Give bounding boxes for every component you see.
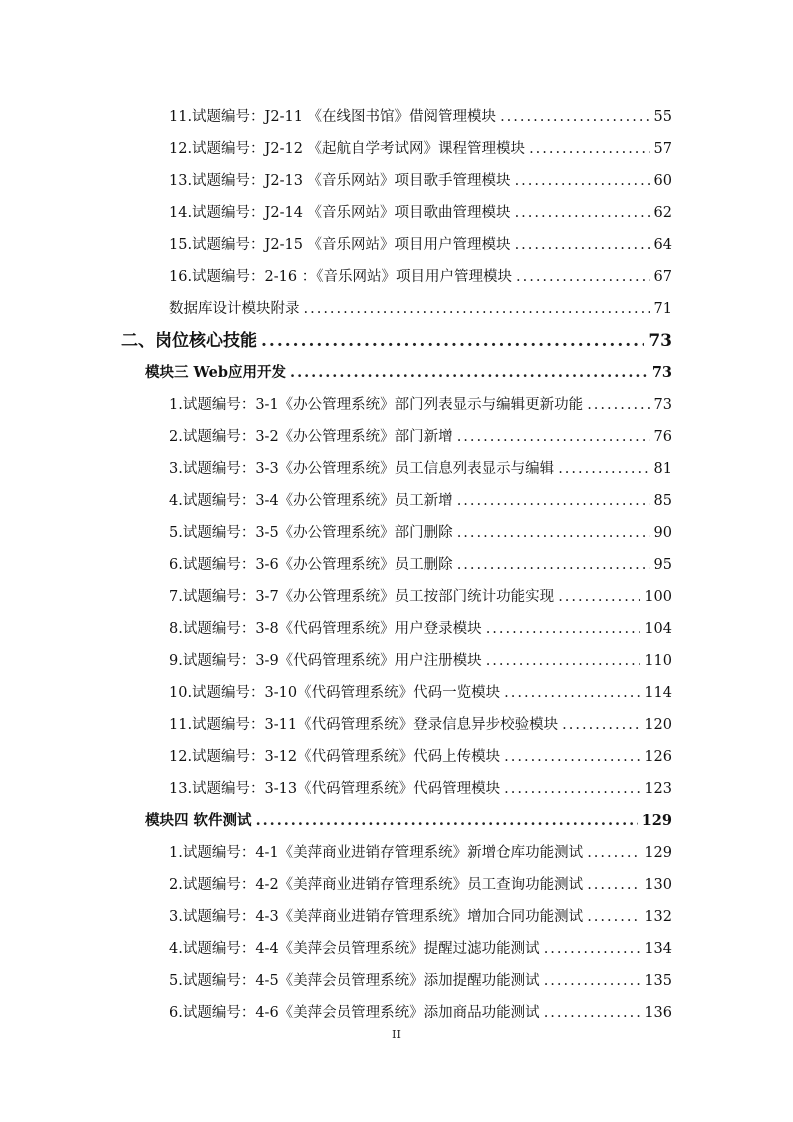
dot-leader <box>504 741 640 773</box>
toc-entry-title: 5.试题编号：4-5《美萍会员管理系统》添加提醒功能测试 <box>169 973 540 989</box>
toc-entry[interactable] <box>0 485 793 517</box>
toc-entry[interactable] <box>0 869 793 901</box>
toc-entry[interactable] <box>0 613 793 645</box>
toc-entry-page-number: 129 <box>641 812 672 829</box>
toc-entry-page-number: 134 <box>644 941 672 957</box>
dot-leader <box>587 389 649 421</box>
toc-entry-page-number: 67 <box>653 269 672 285</box>
toc-entry-page-number: 110 <box>644 653 672 669</box>
dot-leader <box>544 933 641 965</box>
toc-entry[interactable] <box>0 229 793 261</box>
dot-leader <box>587 837 640 869</box>
toc-entry-title: 3.试题编号：3-3《办公管理系统》员工信息列表显示与编辑 <box>169 461 555 477</box>
toc-entry[interactable] <box>0 421 793 453</box>
toc-entry-title: 1.试题编号：3-1《办公管理系统》部门列表显示与编辑更新功能 <box>169 397 584 413</box>
toc-entry-title: 10.试题编号：3-10《代码管理系统》代码一览模块 <box>169 685 501 701</box>
dot-leader <box>457 517 650 549</box>
toc-entry[interactable] <box>0 965 793 997</box>
toc-entry-page-number: 135 <box>644 973 672 989</box>
dot-leader <box>304 293 650 325</box>
toc-entry-page-number: 95 <box>653 557 672 573</box>
dot-leader <box>529 133 649 165</box>
toc-entry-title: 13.试题编号：3-13《代码管理系统》代码管理模块 <box>169 781 501 797</box>
toc-entry-title: 8.试题编号：3-8《代码管理系统》用户登录模块 <box>169 621 482 637</box>
toc-entry[interactable] <box>0 933 793 965</box>
dot-leader <box>558 453 649 485</box>
toc-entry-title: 4.试题编号：3-4《办公管理系统》员工新增 <box>169 493 453 509</box>
dot-leader <box>457 549 650 581</box>
toc-entry-page-number: 129 <box>644 845 672 861</box>
toc-entry-page-number: 90 <box>653 525 672 541</box>
toc-entry-title: 1.试题编号：4-1《美萍商业进销存管理系统》新增仓库功能测试 <box>169 845 584 861</box>
toc-entry-page-number: 81 <box>653 461 672 477</box>
toc-entry[interactable] <box>0 837 793 869</box>
toc-entry-page-number: 73 <box>651 364 672 381</box>
toc-entry-page-number: 71 <box>653 301 672 317</box>
toc-entry-title: 数据库设计模块附录 <box>169 301 300 317</box>
toc-entry-page-number: 76 <box>653 429 672 445</box>
toc-entry-page-number: 120 <box>644 717 672 733</box>
toc-entry-title: 2.试题编号：4-2《美萍商业进销存管理系统》员工查询功能测试 <box>169 877 584 893</box>
dot-leader <box>504 677 640 709</box>
toc-entry-page-number: 85 <box>653 493 672 509</box>
dot-leader <box>587 869 640 901</box>
toc-entry[interactable] <box>0 901 793 933</box>
toc-entry-title: 11.试题编号：3-11《代码管理系统》登录信息异步校验模块 <box>169 717 559 733</box>
toc-entry-title: 3.试题编号：4-3《美萍商业进销存管理系统》增加合同功能测试 <box>169 909 584 925</box>
dot-leader <box>587 901 640 933</box>
toc-entry[interactable] <box>0 773 793 805</box>
toc-entry[interactable] <box>0 549 793 581</box>
dot-leader <box>515 165 650 197</box>
toc-entry-title: 4.试题编号：4-4《美萍会员管理系统》提醒过滤功能测试 <box>169 941 540 957</box>
toc-entry[interactable] <box>0 709 793 741</box>
toc-module-entry[interactable] <box>0 357 793 389</box>
toc-entry-page-number: 73 <box>653 397 672 413</box>
toc-entry-page-number: 123 <box>644 781 672 797</box>
toc-entry-page-number: 114 <box>644 685 672 701</box>
toc-entry-page-number: 60 <box>653 173 672 189</box>
toc-entry[interactable] <box>0 997 793 1029</box>
toc-entry[interactable] <box>0 517 793 549</box>
toc-entry-page-number: 104 <box>644 621 672 637</box>
toc-entry-title: 13.试题编号：J2-13 《音乐网站》项目歌手管理模块 <box>169 173 511 189</box>
dot-leader <box>457 421 650 453</box>
toc-entry-title: 2.试题编号：3-2《办公管理系统》部门新增 <box>169 429 453 445</box>
toc-entry[interactable] <box>0 677 793 709</box>
toc-entry-title: 模块三 Web应用开发 <box>145 364 287 381</box>
toc-entry[interactable] <box>0 741 793 773</box>
toc-entry-page-number: 130 <box>644 877 672 893</box>
dot-leader <box>558 581 640 613</box>
toc-entry-page-number: 100 <box>644 589 672 605</box>
toc-entry-title: 16.试题编号：2-16 ：《音乐网站》项目用户管理模块 <box>169 269 512 285</box>
dot-leader <box>516 261 650 293</box>
toc-entry-title: 6.试题编号：4-6《美萍会员管理系统》添加商品功能测试 <box>169 1005 540 1021</box>
toc-entry[interactable] <box>0 453 793 485</box>
toc-entry-page-number: 132 <box>644 909 672 925</box>
toc-entry-page-number: 62 <box>653 205 672 221</box>
toc-entry-title: 11.试题编号：J2-11 《在线图书馆》借阅管理模块 <box>169 109 497 125</box>
toc-entry[interactable] <box>0 645 793 677</box>
dot-leader <box>290 357 648 389</box>
toc-entry-title: 二、岗位核心技能 <box>121 331 257 351</box>
dot-leader <box>457 485 650 517</box>
toc-entry-title: 6.试题编号：3-6《办公管理系统》员工删除 <box>169 557 453 573</box>
toc-entry-title: 模块四 软件测试 <box>145 812 252 829</box>
dot-leader <box>256 805 638 837</box>
dot-leader <box>504 773 640 805</box>
dot-leader <box>500 101 649 133</box>
toc-chapter-entry[interactable] <box>0 325 793 357</box>
toc-entry[interactable] <box>0 261 793 293</box>
toc-entry-page-number: 126 <box>644 749 672 765</box>
toc-entry-page-number: 64 <box>653 237 672 253</box>
dot-leader <box>544 997 641 1029</box>
toc-entry[interactable] <box>0 293 793 325</box>
table-of-contents <box>0 101 793 1029</box>
toc-entry-title: 12.试题编号：J2-12 《起航自学考试网》课程管理模块 <box>169 141 526 157</box>
toc-entry-title: 7.试题编号：3-7《办公管理系统》员工按部门统计功能实现 <box>169 589 555 605</box>
dot-leader <box>261 325 644 357</box>
toc-entry[interactable] <box>0 133 793 165</box>
toc-entry-title: 14.试题编号：J2-14 《音乐网站》项目歌曲管理模块 <box>169 205 511 221</box>
toc-entry-page-number: 57 <box>653 141 672 157</box>
page-number: II <box>392 1028 401 1041</box>
toc-entry[interactable] <box>0 197 793 229</box>
toc-entry[interactable] <box>0 101 793 133</box>
toc-entry-title: 5.试题编号：3-5《办公管理系统》部门删除 <box>169 525 453 541</box>
dot-leader <box>486 645 641 677</box>
toc-entry[interactable] <box>0 165 793 197</box>
dot-leader <box>562 709 640 741</box>
dot-leader <box>544 965 641 997</box>
toc-entry[interactable] <box>0 389 793 421</box>
toc-module-entry[interactable] <box>0 805 793 837</box>
toc-entry-title: 12.试题编号：3-12《代码管理系统》代码上传模块 <box>169 749 501 765</box>
dot-leader <box>486 613 641 645</box>
toc-entry-page-number: 55 <box>653 109 672 125</box>
dot-leader <box>515 229 650 261</box>
toc-entry-title: 9.试题编号：3-9《代码管理系统》用户注册模块 <box>169 653 482 669</box>
toc-entry-page-number: 136 <box>644 1005 672 1021</box>
toc-entry[interactable] <box>0 581 793 613</box>
toc-entry-title: 15.试题编号：J2-15 《音乐网站》项目用户管理模块 <box>169 237 511 253</box>
toc-entry-page-number: 73 <box>648 331 672 351</box>
dot-leader <box>515 197 650 229</box>
